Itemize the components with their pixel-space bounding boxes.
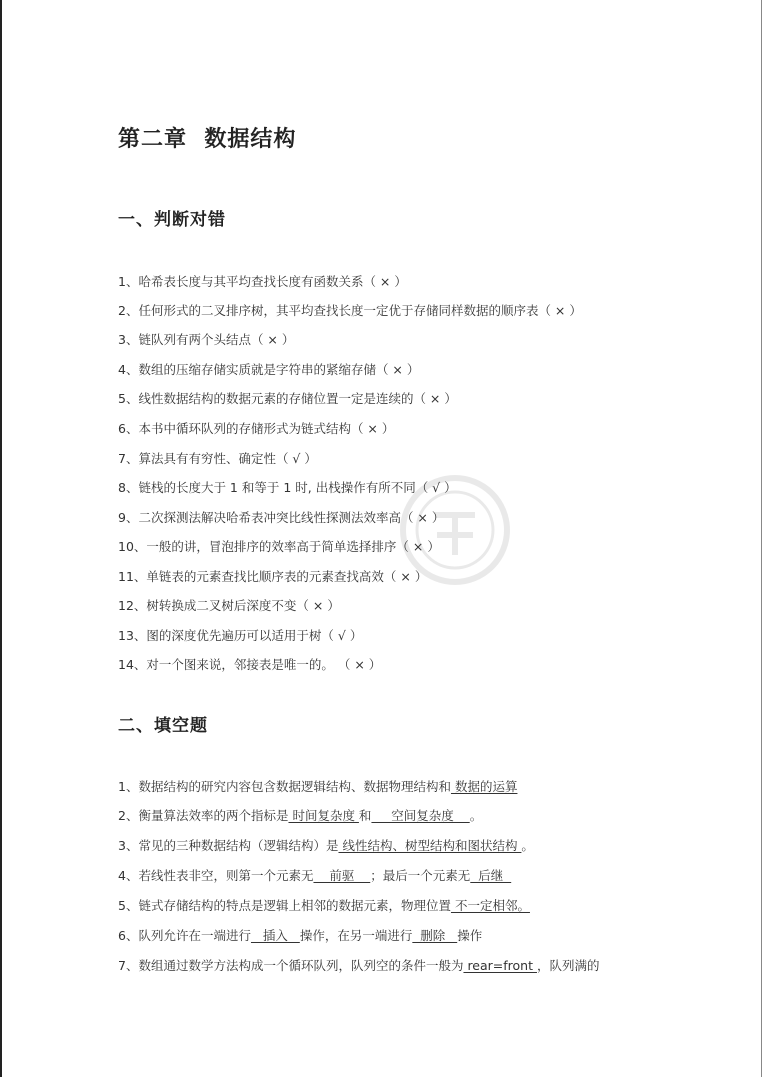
fill-text: 6、队列允许在一端进行 <box>118 928 251 943</box>
fill-answer: 数据的运算 <box>450 779 518 794</box>
judge-item: 12、树转换成二叉树后深度不变（ × ） <box>118 598 340 613</box>
fill-item <box>118 866 511 884</box>
fill-text: 。 <box>469 808 483 823</box>
judge-item: 1、哈希表长度与其平均查找长度有函数关系（ × ） <box>118 274 407 289</box>
fill-answer: 插入 <box>250 928 300 943</box>
fill-text: ；最后一个元素无 <box>370 868 471 883</box>
judge-item: 7、算法具有有穷性、确定性（ √ ） <box>118 451 317 466</box>
judge-item: 8、链栈的长度大于 1 和等于 1 时, 出栈操作有所不同（ √ ） <box>118 480 457 495</box>
fill-text: 1、数据结构的研究内容包含数据逻辑结构、数据物理结构和 <box>118 779 451 794</box>
fill-answer: 空间复杂度 <box>371 808 470 823</box>
fill-text: 操作 <box>457 928 483 943</box>
fill-item <box>118 926 482 944</box>
fill-item <box>118 777 517 795</box>
judge-item: 9、二次探测法解决哈希表冲突比线性探测法效率高（ × ） <box>118 510 445 525</box>
judge-item: 11、单链表的元素查找比顺序表的元素查找高效（ × ） <box>118 569 428 584</box>
fill-answer: 不一定相邻。 <box>450 898 530 913</box>
fill-text: 和 <box>358 808 372 823</box>
fill-answer: 删除 <box>412 928 458 943</box>
fill-text: ，队列满的 <box>536 958 600 973</box>
chapter-title: 第二章 数据结构 <box>118 127 297 152</box>
fill-text: 4、若线性表非空，则第一个元素无 <box>118 868 314 883</box>
section-heading-judge: 一、判断对错 <box>118 210 226 230</box>
fill-text: 5、链式存储结构的特点是逻辑上相邻的数据元素，物理位置 <box>118 898 451 913</box>
fill-text: 7、数组通过数学方法构成一个循环队列，队列空的条件一般为 <box>118 958 464 973</box>
fill-text: 操作，在另一端进行 <box>299 928 413 943</box>
fill-item <box>118 836 534 854</box>
fill-item <box>118 806 482 824</box>
judge-item: 6、本书中循环队列的存储形式为链式结构（ × ） <box>118 421 395 436</box>
judge-item: 5、线性数据结构的数据元素的存储位置一定是连续的（ × ） <box>118 391 457 406</box>
judge-item: 4、数组的压缩存储实质就是字符串的紧缩存储（ × ） <box>118 362 420 377</box>
judge-item: 10、一般的讲，冒泡排序的效率高于简单选择排序（ × ） <box>118 539 440 554</box>
fill-answer: 线性结构、树型结构和图状结构 <box>338 838 522 853</box>
judge-item: 14、对一个图来说，邻接表是唯一的。 （ × ） <box>118 657 382 672</box>
judge-item: 2、任何形式的二叉排序树，其平均查找长度一定优于存储同样数据的顺序表（ × ） <box>118 303 582 318</box>
fill-text: 3、常见的三种数据结构（逻辑结构）是 <box>118 838 339 853</box>
fill-text: 。 <box>521 838 534 853</box>
page-left-border <box>0 0 2 1077</box>
fill-item <box>118 896 530 914</box>
fill-answer: rear=front <box>463 958 537 973</box>
fill-answer: 前驱 <box>313 868 371 883</box>
section-heading-fill: 二、填空题 <box>118 716 208 736</box>
fill-answer: 时间复杂度 <box>288 808 359 823</box>
fill-item <box>118 956 600 974</box>
judge-item: 13、图的深度优先遍历可以适用于树（ √ ） <box>118 628 363 643</box>
fill-answer: 后继 <box>470 868 512 883</box>
judge-item: 3、链队列有两个头结点（ × ） <box>118 332 295 347</box>
fill-text: 2、衡量算法效率的两个指标是 <box>118 808 289 823</box>
